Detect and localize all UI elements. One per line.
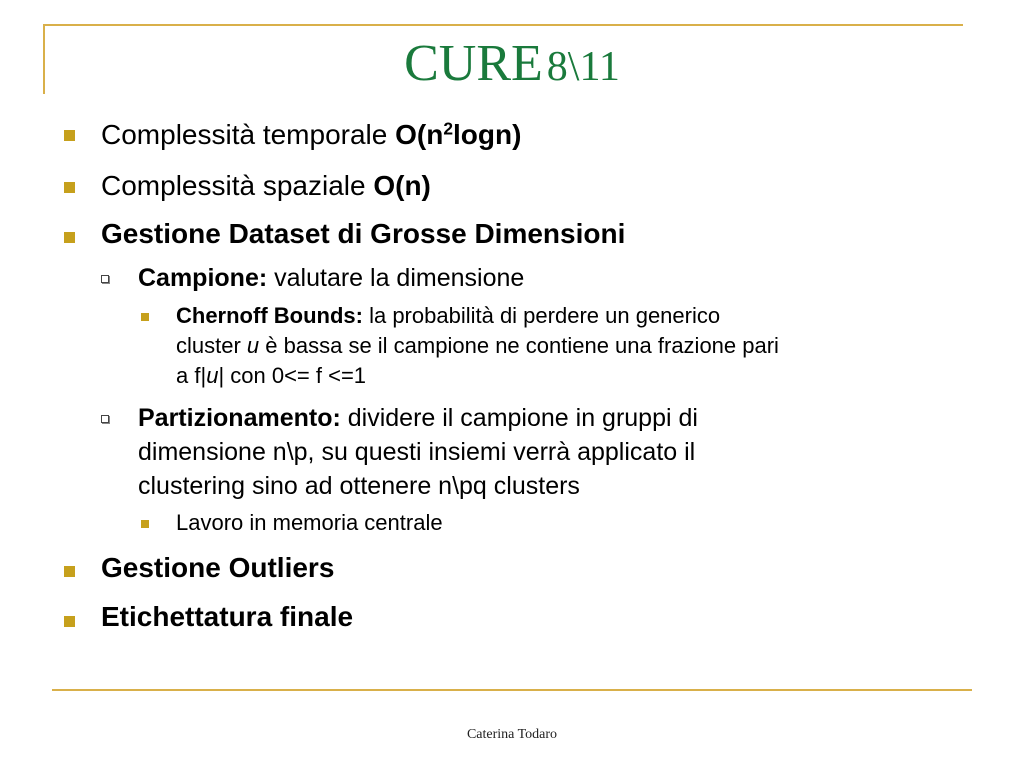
title-number: 8\11: [546, 44, 620, 90]
time-value-part: O(n: [395, 119, 444, 150]
campione-text: valutare la dimensione: [267, 264, 525, 292]
square-bullet-icon: [141, 313, 149, 321]
chernoff-u-italic: u: [246, 333, 260, 358]
chernoff-line3: [176, 361, 366, 391]
title-main: CURE: [404, 35, 543, 92]
bottom-decorative-rule: [52, 689, 972, 691]
chernoff-text-1: la probabilità di perdere un generico: [362, 303, 721, 328]
square-bullet-icon: [64, 182, 75, 193]
chernoff-text-2b: è bassa se il campione ne contiene una frazione pari: [259, 333, 779, 358]
etichettatura-heading: Etichettatura finale: [101, 601, 354, 632]
bullet-dataset: [101, 217, 625, 251]
bullet-partizionamento: [138, 401, 698, 435]
bullet-memoria: Lavoro in memoria centrale: [176, 510, 443, 535]
hollow-square-bullet-icon: [101, 415, 109, 423]
chernoff-text-3b: | con 0<= f <=1: [218, 363, 367, 388]
partition-line2: dimensione n\p, su questi insiemi verrà applicato il: [138, 438, 696, 466]
time-value-tail: logn): [453, 119, 522, 150]
time-complexity-label: Complessità temporale: [101, 119, 396, 150]
chernoff-text-3a: a f|: [176, 363, 207, 388]
bullet-time-complexity: [101, 118, 521, 152]
space-complexity-label: Complessità spaziale: [101, 170, 374, 201]
partition-label: Partizionamento:: [138, 404, 341, 432]
partition-text-1: dividere il campione in gruppi di: [340, 404, 698, 432]
bullet-space-complexity: [101, 169, 431, 203]
chernoff-line2: [176, 331, 779, 361]
dataset-heading: Gestione Dataset di Grosse Dimensioni: [101, 218, 626, 249]
bullet-campione: [138, 261, 524, 295]
chernoff-u-italic: u: [206, 363, 219, 388]
bullet-outliers: [101, 551, 334, 585]
space-complexity-value: O(n): [373, 170, 431, 201]
square-bullet-icon: [64, 566, 75, 577]
partition-line3: clustering sino ad ottenere n\pq clusters: [138, 472, 580, 500]
square-bullet-icon: [141, 520, 149, 528]
square-bullet-icon: [64, 232, 75, 243]
square-bullet-icon: [64, 616, 75, 627]
time-value-exponent: 2: [443, 118, 453, 139]
square-bullet-icon: [64, 130, 75, 141]
chernoff-label: Chernoff Bounds:: [176, 303, 363, 328]
chernoff-text-2a: cluster: [176, 333, 247, 358]
bullet-chernoff-line1: [176, 301, 720, 331]
slide-footer: Caterina Todaro: [466, 727, 558, 742]
bullet-etichettatura: [101, 600, 353, 634]
hollow-square-bullet-icon: [101, 275, 109, 283]
outliers-heading: Gestione Outliers: [101, 552, 335, 583]
campione-label: Campione:: [138, 264, 268, 292]
time-complexity-value: [395, 119, 521, 150]
